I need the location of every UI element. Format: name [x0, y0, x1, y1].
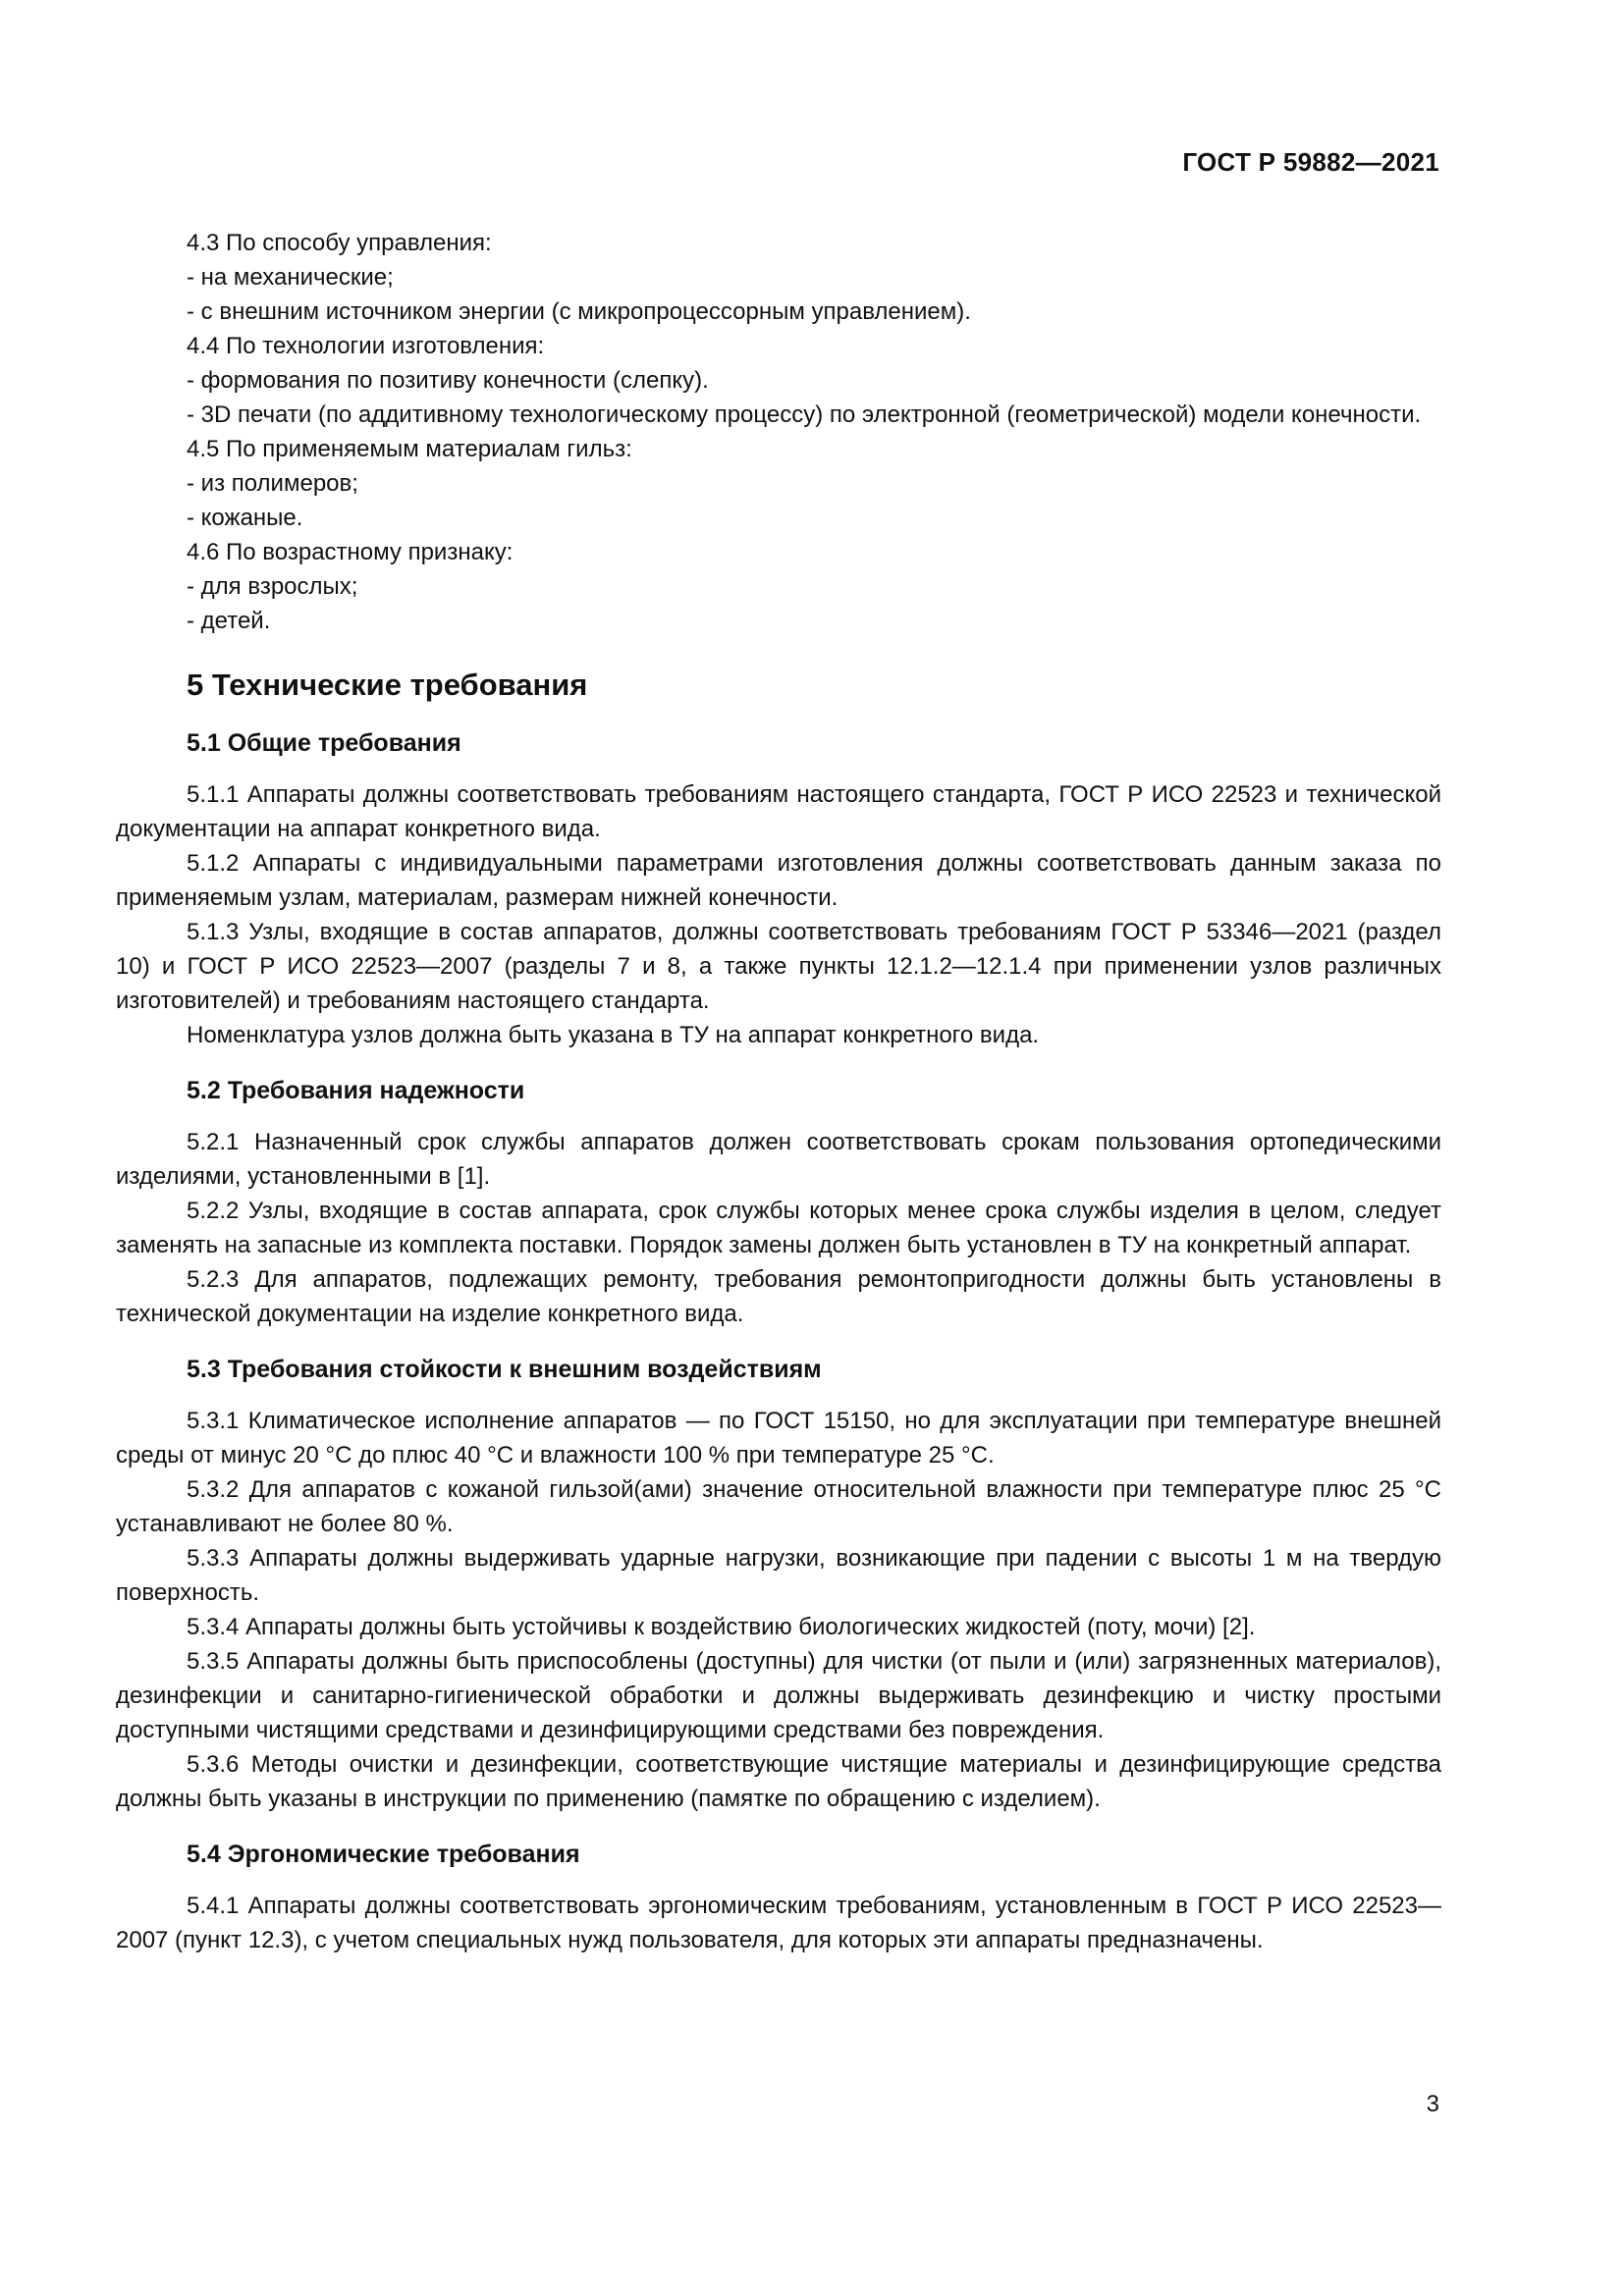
paragraph: 5.3.5 Аппараты должны быть приспособлены (доступны) для чистки (от пыли и (или) загрязненных материалов), дезинфекции и санитарно-гигиенической обработки и должны выдерживать дезинфекцию и чистку простыми доступными чистящими средствами и дезинфицирующими средствами без повреждения.: [116, 1648, 1441, 1743]
paragraph: 5.2.3 Для аппаратов, подлежащих ремонту, требования ремонтопригодности должны быть установлены в технической документации на изделие конкретного вида.: [116, 1266, 1441, 1327]
list-item: - 3D печати (по аддитивному технологическому процессу) по электронной (геометрической) модели конечности.: [187, 401, 1422, 428]
paragraph: 5.2.2 Узлы, входящие в состав аппарата, срок службы которых менее срока службы изделия в целом, следует заменять на запасные из комплекта поставки. Порядок замены должен быть установлен в ТУ на конкретный аппарат.: [116, 1198, 1441, 1258]
paragraph: 5.1.2 Аппараты с индивидуальными параметрами изготовления должны соответствовать данным заказа по применяемым узлам, материалам, размерам нижней конечности.: [116, 850, 1441, 911]
paragraph: 4.4 По технологии изготовления:: [187, 333, 545, 359]
list-item: - с внешним источником энергии (с микропроцессорным управлением).: [187, 298, 971, 325]
list-item: - на механические;: [187, 264, 394, 291]
subsection-heading: 5.3 Требования стойкости к внешним воздействиям: [187, 1356, 822, 1383]
subsection-heading: 5.1 Общие требования: [187, 729, 461, 757]
paragraph: 5.2.1 Назначенный срок службы аппаратов должен соответствовать срокам пользования ортопедическими изделиями, установленными в [1].: [116, 1129, 1441, 1190]
paragraph: 5.1.3 Узлы, входящие в состав аппаратов, должны соответствовать требованиям ГОСТ Р 53346—2021 (раздел 10) и ГОСТ Р ИСО 22523—2007 (разделы 7 и 8, а также пункты 12.1.2—12.1.4 при применении узлов различных изготовителей) и требованиям настоящего стандарта.: [116, 919, 1441, 1014]
document-code: ГОСТ Р 59882—2021: [1182, 147, 1439, 177]
paragraph: Номенклатура узлов должна быть указана в ТУ на аппарат конкретного вида.: [187, 1022, 1040, 1048]
subsection-heading: 5.4 Эргономические требования: [187, 1841, 580, 1868]
paragraph: 5.3.6 Методы очистки и дезинфекции, соответствующие чистящие материалы и дезинфицирующие средства должны быть указаны в инструкции по применению (памятке по обращению с изделием).: [116, 1751, 1441, 1812]
paragraph: 5.3.4 Аппараты должны быть устойчивы к воздействию биологических жидкостей (поту, мочи) [2].: [187, 1614, 1256, 1640]
paragraph: 4.3 По способу управления:: [187, 230, 492, 256]
list-item: - кожаные.: [187, 505, 303, 531]
paragraph: 5.4.1 Аппараты должны соответствовать эргономическим требованиям, установленным в ГОСТ Р ИСО 22523—2007 (пункт 12.3), с учетом специальных нужд пользователя, для которых эти аппараты предназначены.: [116, 1893, 1441, 1953]
paragraph: 5.1.1 Аппараты должны соответствовать требованиям настоящего стандарта, ГОСТ Р ИСО 22523 и технической документации на аппарат конкретного вида.: [116, 781, 1441, 842]
list-item: - для взрослых;: [187, 573, 358, 600]
section-heading: 5 Технические требования: [187, 667, 588, 702]
list-item: - формования по позитиву конечности (слепку).: [187, 367, 709, 394]
subsection-heading: 5.2 Требования надежности: [187, 1077, 525, 1104]
paragraph: 5.3.1 Климатическое исполнение аппаратов — по ГОСТ 15150, но для эксплуатации при температуре внешней среды от минус 20 °С до плюс 40 °С и влажности 100 % при температуре 25 °С.: [116, 1408, 1441, 1468]
paragraph: 4.5 По применяемым материалам гильз:: [187, 436, 632, 462]
document-body: [116, 226, 1441, 1957]
paragraph: 5.3.2 Для аппаратов с кожаной гильзой(ами) значение относительной влажности при температуре плюс 25 °С устанавливают не более 80 %.: [116, 1476, 1441, 1537]
paragraph: 4.6 По возрастному признаку:: [187, 539, 514, 565]
list-item: - детей.: [187, 608, 271, 634]
paragraph: 5.3.3 Аппараты должны выдерживать ударные нагрузки, возникающие при падении с высоты 1 м на твердую поверхность.: [116, 1545, 1441, 1606]
page-number: 3: [1426, 2091, 1439, 2117]
list-item: - из полимеров;: [187, 470, 358, 497]
